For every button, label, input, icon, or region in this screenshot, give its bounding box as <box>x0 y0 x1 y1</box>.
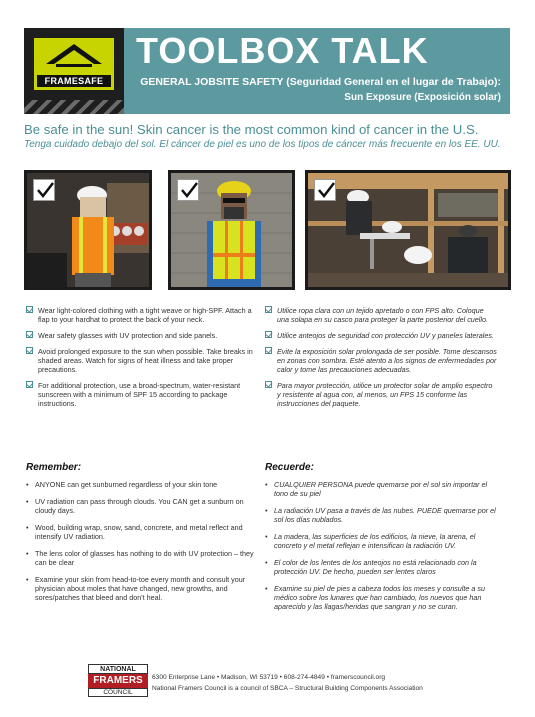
checkbox-icon <box>265 347 272 354</box>
tip-item: For additional protection, use a broad-spectrum, water-resistant sunscreen with a minimum of SPF 15 according to package instructions. <box>26 381 254 408</box>
checkmark-icon <box>177 179 199 201</box>
checkbox-icon <box>26 347 33 354</box>
subtitle-category: GENERAL JOBSITE SAFETY (Seguridad General en el lugar de Trabajo): <box>140 76 501 88</box>
footer-address: 6300 Enterprise Lane • Madison, WI 53719 • 608-274-4849 • framerscouncil.org <box>152 674 386 681</box>
tips-english <box>26 306 254 415</box>
logo-council: COUNCIL <box>88 688 148 697</box>
tip-item: Utilice anteojos de seguridad con protección UV y paneles laterales. <box>265 331 497 340</box>
national-framers-council-logo <box>88 664 148 698</box>
recuerde-item: • El color de los lentes de los anteojos no está relacionado con la protección UV. De hecho, pueden ser lentes claros <box>265 558 497 576</box>
footer-description: National Framers Council is a council of SBCA – Structural Building Components Association <box>152 685 423 692</box>
tips-spanish <box>265 306 497 415</box>
hazard-stripes <box>24 100 124 114</box>
tip-item: Evite la exposición solar prolongada de ser posible. Tome descansos en zonas con sombra. Esté atento a los signos de enfermedades por calor y tome las precauciones adecuadas. <box>265 347 497 374</box>
remember-heading: Remember: <box>26 462 82 473</box>
recuerde-item: • Examine su piel de pies a cabeza todos los meses y consulte a su médico sobre los lunares que han cambiado, los nuevos que han aparecido y las llagas/heridas que sangran y no se curan. <box>265 584 497 611</box>
tip-item: Avoid prolonged exposure to the sun when possible. Take breaks in shaded areas. Watch for signs of heat illness and take proper precautions. <box>26 347 254 374</box>
recuerde-item: • La madera, las superficies de los edificios, la nieve, la arena, el concreto y el metal reflejan e intensifican la radiación UV. <box>265 532 497 550</box>
checkmark-icon <box>33 179 55 201</box>
tip-item: Wear light-colored clothing with a tight weave or high-SPF. Attach a flap to your hardhat to protect the back of your neck. <box>26 306 254 324</box>
checkbox-icon <box>265 306 272 313</box>
logo-national: NATIONAL <box>88 664 148 674</box>
checkbox-icon <box>265 381 272 388</box>
tip-item: Wear safety glasses with UV protection and side panels. <box>26 331 254 340</box>
recuerde-heading: Recuerde: <box>265 462 314 473</box>
headline: Be safe in the sun! Skin cancer is the most common kind of cancer in the U.S. <box>24 122 479 137</box>
remember-item: • UV radiation can pass through clouds. You CAN get a sunburn on cloudy days. <box>26 497 254 515</box>
checkbox-icon <box>26 306 33 313</box>
tip-item: Para mayor protección, utilice un protector solar de amplio espectro y resistente al agua con, al menos, un FPS 15 conforme las instrucciones del paquete. <box>265 381 497 408</box>
logo-text: FRAMESAFE <box>37 75 111 87</box>
framesafe-logo <box>24 28 124 114</box>
remember-list <box>26 480 254 610</box>
checkmark-icon <box>314 179 336 201</box>
subtitle-topic: Sun Exposure (Exposición solar) <box>344 92 501 103</box>
recuerde-list <box>265 480 497 619</box>
remember-item: • Examine your skin from head-to-toe every month and consult your physician about moles that have changed, new growths, and sores/patches that bleed and don't heal. <box>26 575 254 602</box>
photo-worker-neck-flap <box>24 170 152 290</box>
roof-icon <box>44 42 104 72</box>
headline-spanish: Tenga cuidado debajo del sol. El cáncer de piel es uno de los tipos de cáncer más frecuente en los EE. UU. <box>24 139 501 150</box>
recuerde-item: • CUALQUIER PERSONA puede quemarse por el sol sin importar el tono de su piel <box>265 480 497 498</box>
photo-workers-shade-break <box>305 170 511 290</box>
logo-emblem <box>34 38 114 90</box>
checkbox-icon <box>26 381 33 388</box>
logo-framers: FRAMERS <box>88 674 148 688</box>
checkbox-icon <box>26 331 33 338</box>
checkbox-icon <box>265 331 272 338</box>
tip-item: Utilice ropa clara con un tejido apretado o con FPS alto. Coloque una solapa en su casco para proteger la parte posterior del cuello. <box>265 306 497 324</box>
remember-item: • ANYONE can get sunburned regardless of your skin tone <box>26 480 254 489</box>
recuerde-item: • La radiación UV pasa a través de las nubes. PUEDE quemarse por el sol los días nublados. <box>265 506 497 524</box>
page-title: TOOLBOX TALK <box>136 30 429 71</box>
remember-item: • Wood, building wrap, snow, sand, concrete, and metal reflect and intensify UV radiation. <box>26 523 254 541</box>
photo-worker-safety-glasses <box>168 170 295 290</box>
remember-item: • The lens color of glasses has nothing to do with UV protection – they can be clear <box>26 549 254 567</box>
